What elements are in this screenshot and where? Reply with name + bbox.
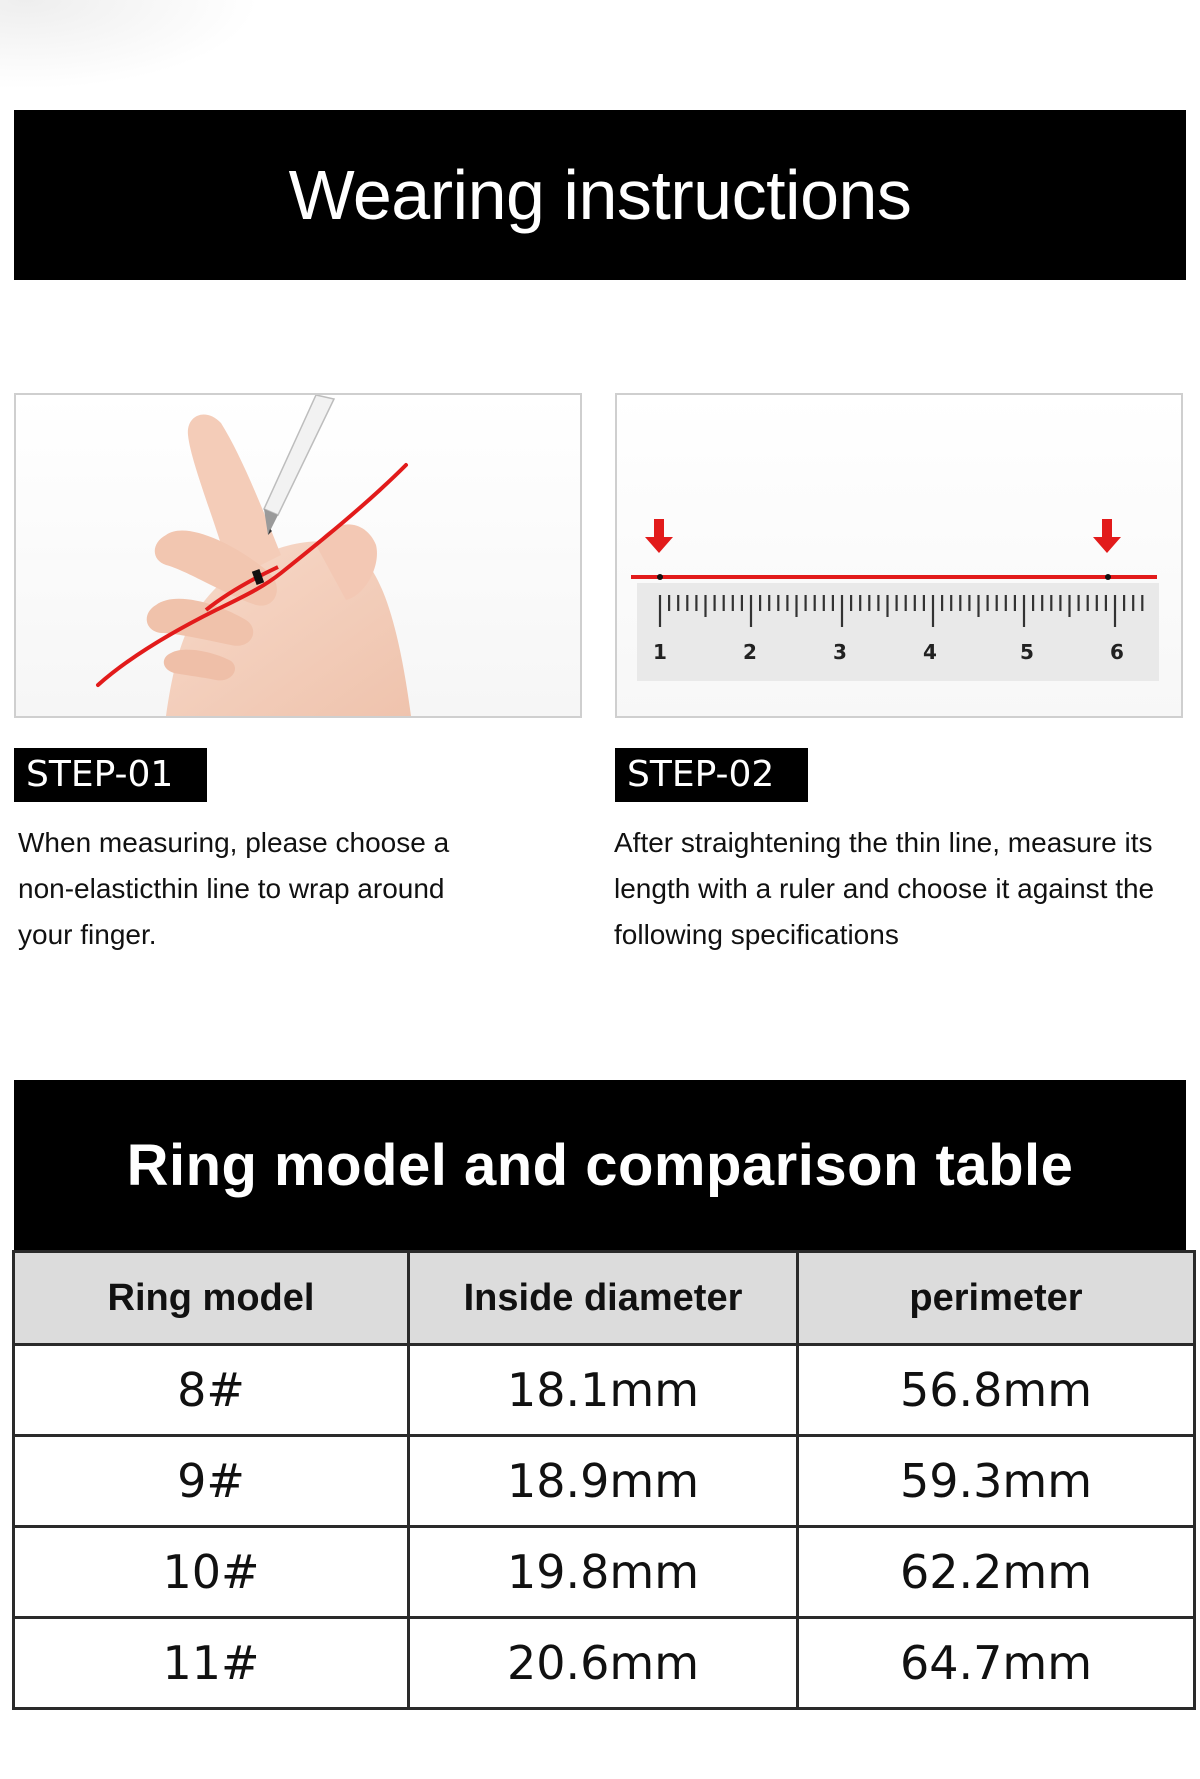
- hand-measure-illustration: [16, 395, 580, 716]
- wearing-instructions-banner: [14, 110, 1186, 280]
- ruler-label: 5: [1020, 640, 1034, 664]
- header-ring-model: Ring model: [14, 1252, 409, 1345]
- ruler-label: 3: [833, 640, 847, 664]
- step-02-tag: STEP-02: [615, 748, 808, 802]
- cell-perimeter: 62.2mm: [798, 1527, 1195, 1618]
- header-perimeter: perimeter: [798, 1252, 1195, 1345]
- cell-inside-diameter: 19.8mm: [409, 1527, 798, 1618]
- comparison-table-banner: [14, 1080, 1186, 1250]
- table-row: [14, 1618, 1195, 1709]
- ruler-label: 2: [743, 640, 757, 664]
- header-inside-diameter: Inside diameter: [409, 1252, 798, 1345]
- step-02-text: After straightening the thin line, measure its length with a ruler and choose it against the following specifications: [614, 827, 1155, 950]
- down-arrow-icon: [1093, 519, 1121, 553]
- cell-perimeter: 56.8mm: [798, 1345, 1195, 1436]
- cell-inside-diameter: 18.9mm: [409, 1436, 798, 1527]
- table-row: [14, 1527, 1195, 1618]
- cell-ring-model: 8#: [14, 1345, 409, 1436]
- ruler-label: 6: [1110, 640, 1124, 664]
- cell-ring-model: 11#: [14, 1618, 409, 1709]
- step-01-tag: STEP-01: [14, 748, 207, 802]
- page-title: Wearing instructions: [288, 156, 912, 234]
- cell-inside-diameter: 20.6mm: [409, 1618, 798, 1709]
- cell-ring-model: 9#: [14, 1436, 409, 1527]
- down-arrow-icon: [645, 519, 673, 553]
- step-1-illustration: [14, 393, 582, 718]
- ring-size-table: [12, 1250, 1196, 1710]
- table-title: Ring model and comparison table: [126, 1132, 1074, 1198]
- ruler-label: 1: [653, 640, 667, 664]
- table-row: [14, 1436, 1195, 1527]
- table-row: [14, 1345, 1195, 1436]
- pen-icon: [264, 395, 334, 535]
- ruler-label: 4: [923, 640, 937, 664]
- cell-perimeter: 64.7mm: [798, 1618, 1195, 1709]
- cell-perimeter: 59.3mm: [798, 1436, 1195, 1527]
- ruler-illustration: [617, 395, 1181, 716]
- cell-inside-diameter: 18.1mm: [409, 1345, 798, 1436]
- step-01-text: When measuring, please choose a non-elasticthin line to wrap around your finger.: [18, 827, 450, 950]
- step-2-illustration: [615, 393, 1183, 718]
- top-glow: [0, 0, 260, 90]
- table-header-row: [14, 1252, 1195, 1345]
- cell-ring-model: 10#: [14, 1527, 409, 1618]
